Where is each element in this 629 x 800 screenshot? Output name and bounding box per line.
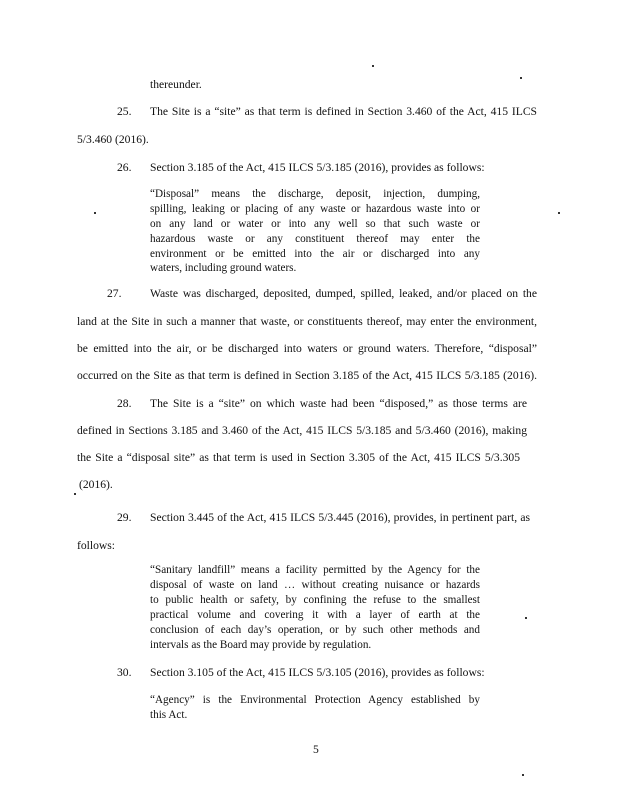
- scan-speck: [372, 65, 374, 67]
- paragraph-line: land at the Site in such a manner that waste, or constituents thereof, may enter the environment,: [77, 315, 537, 328]
- block-quote-line: conclusion of each day’s operation, or by such other methods and: [150, 624, 480, 636]
- block-quote-line: practical volume and covering it with a layer of earth at the: [150, 609, 480, 621]
- block-quote-line: to public health or safety, by confining the refuse to the smallest: [150, 594, 480, 606]
- paragraph-number: 30.: [117, 666, 132, 679]
- scan-speck: [74, 493, 76, 495]
- scan-speck: [522, 774, 524, 776]
- paragraph-line: the Site a “disposal site” as that term is used in Section 3.305 of the Act, 415 ILCS 5/3.305: [77, 451, 520, 464]
- block-quote-line: this Act.: [150, 709, 188, 721]
- paragraph-line: 5/3.460 (2016).: [77, 133, 149, 146]
- paragraph-line: follows:: [77, 539, 116, 552]
- paragraph-line: (2016).: [79, 478, 113, 491]
- paragraph-number: 27.: [107, 287, 122, 300]
- block-quote-line: environment or be emitted into the air or discharged into any: [150, 248, 480, 260]
- block-quote-line: “Agency” is the Environmental Protection Agency established by: [150, 694, 480, 706]
- paragraph-line: Section 3.185 of the Act, 415 ILCS 5/3.185 (2016), provides as follows:: [150, 161, 485, 174]
- block-quote-line: hazardous waste or any constituent thereof may enter the: [150, 233, 480, 245]
- page-number: 5: [313, 743, 319, 756]
- paragraph-line: be emitted into the air, or be discharged into waters or ground waters. Therefore, “disposal”: [77, 342, 537, 355]
- scan-speck: [520, 77, 522, 79]
- block-quote-line: spilling, leaking or placing of any waste or hazardous waste into or: [150, 203, 480, 215]
- scan-speck: [94, 212, 96, 214]
- scan-speck: [525, 617, 527, 619]
- paragraph-number: 26.: [117, 161, 132, 174]
- continuation-text: thereunder.: [150, 78, 202, 91]
- paragraph-number: 29.: [117, 511, 132, 524]
- scan-speck: [558, 212, 560, 214]
- block-quote-line: “Sanitary landfill” means a facility permitted by the Agency for the: [150, 564, 480, 576]
- paragraph-line: Section 3.445 of the Act, 415 ILCS 5/3.445 (2016), provides, in pertinent part, as: [150, 511, 530, 524]
- paragraph-number: 25.: [117, 105, 132, 118]
- block-quote-line: intervals as the Board may provide by regulation.: [150, 639, 372, 651]
- block-quote-line: “Disposal” means the discharge, deposit, injection, dumping,: [150, 188, 480, 200]
- block-quote-line: waters, including ground waters.: [150, 262, 297, 274]
- paragraph-line: Waste was discharged, deposited, dumped, spilled, leaked, and/or placed on the: [150, 287, 537, 300]
- block-quote-line: on any land or water or into any well so that such waste or: [150, 218, 480, 230]
- paragraph-number: 28.: [117, 397, 132, 410]
- paragraph-line: Section 3.105 of the Act, 415 ILCS 5/3.105 (2016), provides as follows:: [150, 666, 485, 679]
- paragraph-line: defined in Sections 3.185 and 3.460 of the Act, 415 ILCS 5/3.185 and 5/3.460 (2016), making: [77, 424, 527, 437]
- block-quote-line: disposal of waste on land … without creating nuisance or hazards: [150, 579, 480, 591]
- paragraph-line: occurred on the Site as that term is defined in Section 3.185 of the Act, 415 ILCS 5/3.185 (2016).: [77, 369, 537, 382]
- paragraph-line: The Site is a “site” as that term is defined in Section 3.460 of the Act, 415 ILCS: [150, 105, 537, 118]
- paragraph-line: The Site is a “site” on which waste had been “disposed,” as those terms are: [150, 397, 527, 410]
